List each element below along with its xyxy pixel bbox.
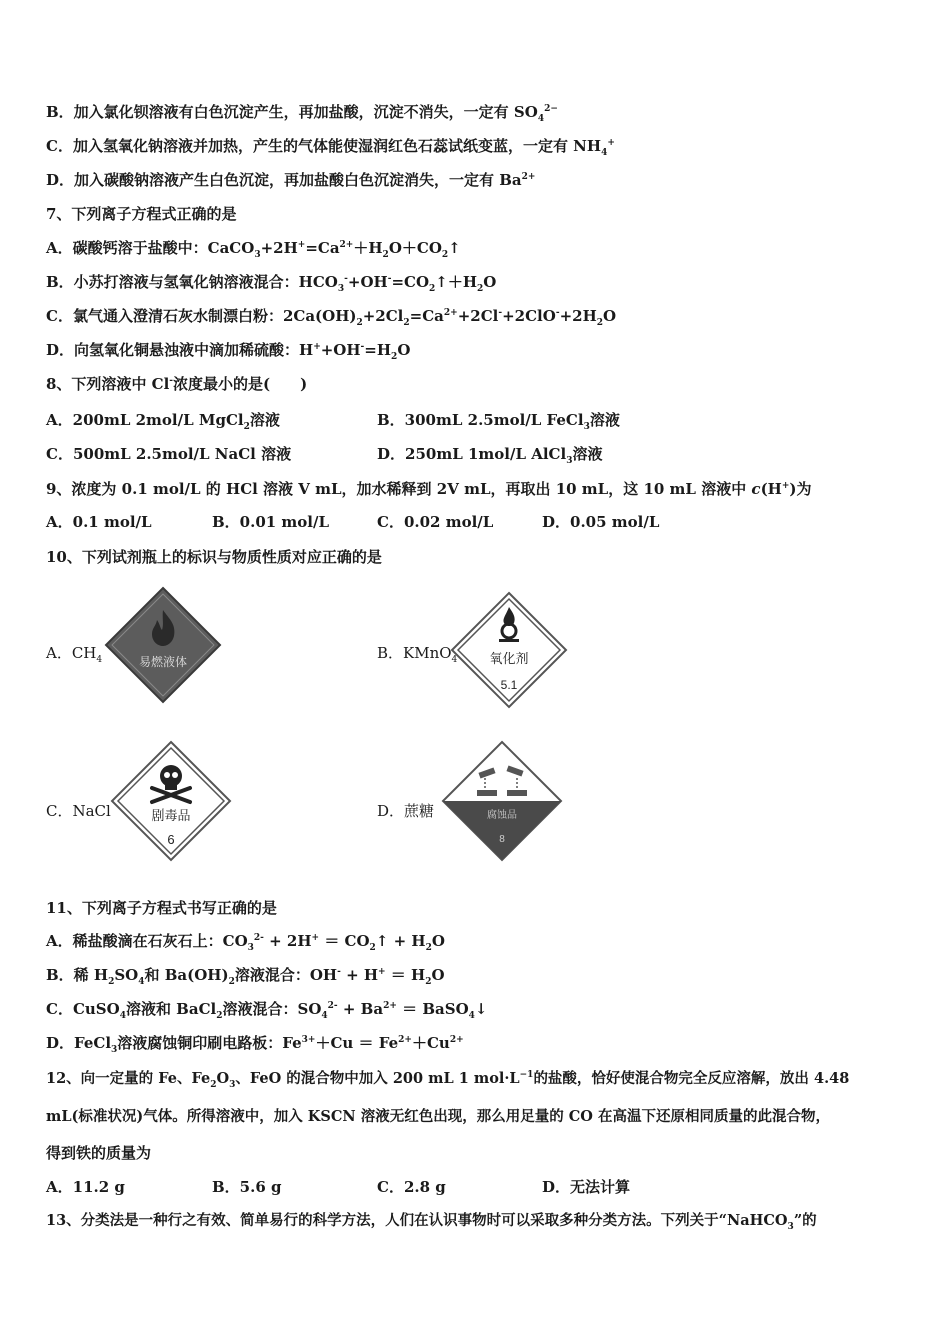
toxic-sign <box>110 740 232 862</box>
corrosive-sign-label: 腐蚀品 <box>487 810 517 821</box>
q12-option-b: B．5.6 g <box>212 1178 282 1196</box>
q12-option-d: D．无法计算 <box>542 1178 631 1196</box>
q11-option-d: D．FeCl$_3$溶液腐蚀铜印刷电路板：$Fe^{3+}+Cu = Fe^{2+}+Cu^{2+}$ <box>46 1034 464 1055</box>
q7-option-b: B．小苏打溶液与氢氧化钠溶液混合：$HCO_3^-+OH^-=CO_2↑+H_2O$ <box>46 273 497 294</box>
q10-option-d-label: D．蔗糖 <box>377 802 435 820</box>
q9-option-b: B．0.01 mol/L <box>212 513 330 531</box>
q7-option-c: C．氯气通入澄清石灰水制漂白粉：$2Ca(OH)_2+2Cl_2=Ca^{2+}+2Cl^-+2ClO^-+2H_2O$ <box>46 307 617 328</box>
q8-option-a: A．200mL 2mol/L MgCl$_2$溶液 <box>46 411 280 432</box>
q10-option-b-label: B．KMnO$_4$ <box>377 644 458 665</box>
q6-option-b: B．加入氯化钡溶液有白色沉淀产生，再加盐酸，沉淀不消失，一定有 $SO_4^{2-}$ <box>46 103 558 124</box>
q9-stem: 9、浓度为 0.1 mol/L 的 HCl 溶液 V mL，加水稀释到 2V mL，再取出 10 mL，这 10 mL 溶液中 c(H+)为 <box>46 480 812 498</box>
flammable-sign-label: 易燃液体 <box>138 655 188 669</box>
q7-stem: 7、下列离子方程式正确的是 <box>46 205 237 223</box>
oxidizer-sign-number: 5.1 <box>500 678 518 692</box>
q10-option-a-label: A．$CH_4$ <box>46 644 103 665</box>
q11-option-b: B．稀 $H_2SO_4$和 $Ba(OH)_2$溶液混合：$OH^- + H^+ = H_2O$ <box>46 966 445 987</box>
q7-option-d: D．向氢氧化铜悬浊液中滴加稀硫酸：$H^++OH^-=H_2O$ <box>46 341 411 362</box>
q8-option-b: B．300mL 2.5mol/L FeCl$_3$溶液 <box>377 411 620 432</box>
oxidizer-sign <box>450 591 568 709</box>
q7-option-a: A．碳酸钙溶于盐酸中：$CaCO_3+2H^+=Ca^{2+}+H_2O+CO_2↑$ <box>46 239 461 260</box>
q12-stem-line2: mL(标准状况)气体。所得溶液中，加入 KSCN 溶液无红色出现，那么用足量的 CO 在高温下还原相同质量的此混合物， <box>46 1108 830 1125</box>
q9-option-d: D．0.05 mol/L <box>542 513 660 531</box>
q10-stem: 10、下列试剂瓶上的标识与物质性质对应正确的是 <box>46 548 382 566</box>
q8-stem: 8、下列溶液中 Cl-浓度最小的是( ) <box>46 375 308 393</box>
q10-option-c-label: C．NaCl <box>46 802 111 820</box>
q9-option-c: C．0.02 mol/L <box>377 513 494 531</box>
flammable-liquid-sign <box>104 586 222 704</box>
oxidizer-sign-label: 氧化剂 <box>489 651 529 666</box>
q9-option-a: A．0.1 mol/L <box>46 513 152 531</box>
corrosive-sign <box>441 740 563 862</box>
q11-option-c: C．CuSO$_4$溶液和 BaCl$_2$溶液混合：$SO_4^{2-} + Ba^{2+}$ ＝ BaSO$_4$↓ <box>46 1000 488 1021</box>
q6-option-d: D．加入碳酸钠溶液产生白色沉淀，再加盐酸白色沉淀消失，一定有 $Ba^{2+}$ <box>46 171 536 189</box>
q12-stem-line1: 12、向一定量的 Fe、$Fe_2O_3$、FeO 的混合物中加入 200 mL 1 $mol\cdot L^{-1}$的盐酸，恰好使混合物完全反应溶解，放出 4.48 <box>46 1070 850 1090</box>
toxic-sign-number: 6 <box>167 832 175 847</box>
q12-option-c: C．2.8 g <box>377 1178 446 1196</box>
q13-stem: 13、分类法是一种行之有效、简单易行的科学方法，人们在认识事物时可以采取多种分类方法。下列关于“NaHCO$_3$”的 <box>46 1212 817 1232</box>
q11-option-a: A．稀盐酸滴在石灰石上：$CO_3^{2-} + 2H^+$ ＝ $CO_2↑ + H_2O$ <box>46 932 445 953</box>
toxic-sign-label: 剧毒品 <box>151 808 191 823</box>
corrosive-sign-number: 8 <box>499 834 505 845</box>
q12-stem-line3: 得到铁的质量为 <box>46 1144 152 1162</box>
q11-stem: 11、下列离子方程式书写正确的是 <box>46 899 277 917</box>
q8-option-d: D．250mL 1mol/L AlCl$_3$溶液 <box>377 445 603 466</box>
q6-option-c: C．加入氢氧化钠溶液并加热，产生的气体能使湿润红色石蕊试纸变蓝，一定有 $NH_4^+$ <box>46 137 615 158</box>
q12-option-a: A．11.2 g <box>46 1178 125 1196</box>
q8-option-c: C．500mL 2.5mol/L NaCl 溶液 <box>46 445 292 463</box>
